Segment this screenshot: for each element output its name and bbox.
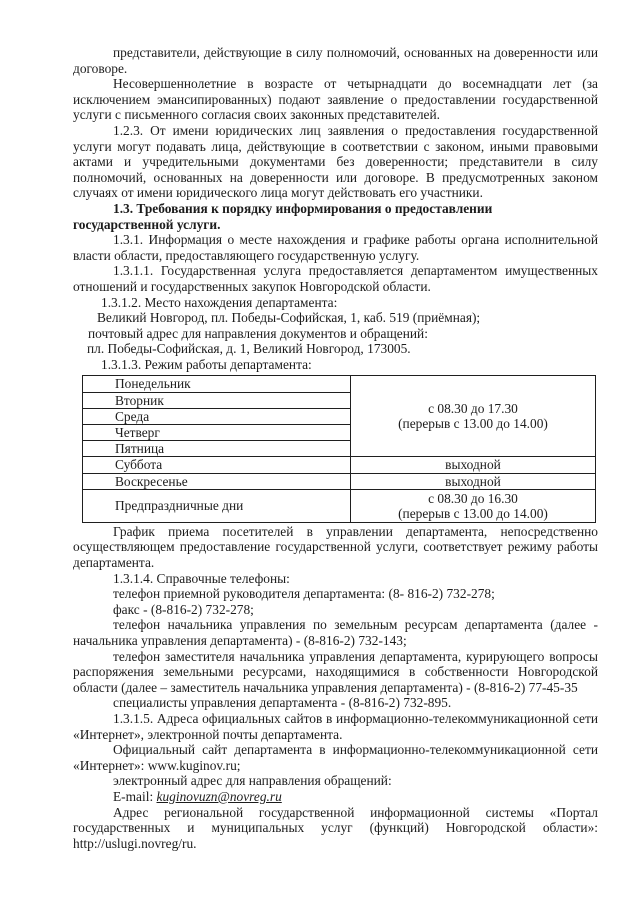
table-row-sunday [83,473,596,489]
day-cell-preholiday: Предпраздничные дни [83,489,351,522]
sunday-status-cell: выходной [351,473,596,489]
day-cell-friday: Пятница [83,441,351,457]
day-cell-monday: Понедельник [83,376,351,392]
weekday-break-text: (перерыв с 13.00 до 14.00) [398,416,548,432]
day-cell-wednesday: Среда [83,408,351,424]
address-mail-label: почтовый адрес для направления документов и обращений: [88,325,428,341]
table-row-saturday [83,457,596,473]
address-mail: пл. Победы-Софийская, д. 1, Великий Новгород, 173005. [87,341,411,357]
day-cell-thursday: Четверг [83,425,351,441]
portal-address-line: Адрес региональной государственной информационной системы «Портал государственных и муниципальных услуг (функций) Новгородской области»: http://uslugi.novreg/ru. [73,804,598,851]
day-cell-saturday: Суббота [83,457,351,473]
section-heading-line2: государственной услуги. [73,216,221,232]
email-prefix: E-mail: [113,788,157,804]
weekday-hours-cell [351,376,596,457]
paragraph-1-3-1: 1.3.1. Информация о месте нахождения и графике работы органа исполнительной власти области, предоставляющего государственную услугу. [73,232,598,263]
email-link[interactable]: kuginovuzn@novreg.ru [156,788,282,804]
phone-reception-line: телефон приемной руководителя департамента: (8- 816-2) 732-278; [113,586,495,602]
day-cell-tuesday: Вторник [83,392,351,408]
phone-head-line: телефон начальника управления по земельным ресурсам департамента (далее - начальника управления департамента) - (8-816-2) 732-143; [73,617,598,649]
paragraph-schedule-note: График приема посетителей в управлении департамента, непосредственно осуществляющем предоставление государственной услуги, соответствует режиму работы департамента. [73,523,598,571]
phone-fax-line: факс - (8-816-2) 732-278; [113,601,254,617]
paragraph-1-3-1-5: 1.3.1.5. Адреса официальных сайтов в информационно-телекоммуникационной сети «Интернет», электронной почты департамента. [73,711,598,742]
phone-deputy-line: телефон заместителя начальника управления департамента, курирующего вопросы распоряжения земельными ресурсами, находящимися в собственности Новгородской области (далее – заместитель начальника управления департамента) - (8-816-2) 77-45-35 [73,648,598,695]
work-schedule-table [82,375,596,522]
paragraph-1-3-1-2: 1.3.1.2. Место нахождения департамента: [101,294,338,310]
section-heading-line1: 1.3. Требования к порядку информирования о предоставлении [113,200,493,216]
email-label-line: электронный адрес для направления обращений: [113,773,392,789]
paragraph-1-2-3: 1.2.3. От имени юридических лиц заявления о предоставления государственной услуги могут подавать лица, действующие в соответствии с законом, иными правовыми актами и учредительными документами без доверенности; представители в силу полномочий, основанных на доверенности или договоре. В предусмотренных законом случаях от имени юридического лица могут действовать его участники. [73,122,598,201]
saturday-status-cell: выходной [351,457,596,473]
section-heading-1-3 [73,201,598,232]
table-row-preholiday [83,489,596,522]
preholiday-hours-cell [351,489,596,522]
preholiday-break-text: (перерыв с 13.00 до 14.00) [398,505,548,521]
paragraph-1-3-1-3: 1.3.1.3. Режим работы департамента: [101,356,312,372]
paragraph-1-3-1-1: 1.3.1.1. Государственная услуга предоставляется департаментом имущественных отношений и государственных закупок Новгородской области. [73,263,598,294]
official-site-line: Официальный сайт департамента в информационно-телекоммуникационной сети «Интернет»: www.kuginov.ru; [73,742,598,773]
preholiday-hours-text: с 08.30 до 16.30 [428,490,518,506]
weekday-hours-text: с 08.30 до 17.30 [428,401,518,417]
day-cell-sunday: Воскресенье [83,473,351,489]
paragraph-minors: Несовершеннолетние в возрасте от четырнадцати до восемнадцати лет (за исключением эмансипированных) подают заявление о предоставлении государственной услуги с письменного согласия своих законных представителей. [73,76,598,123]
address-visiting: Великий Новгород, пл. Победы-Софийская, 1, каб. 519 (приёмная); [97,310,481,326]
phone-specialists-line: специалисты управления департамента - (8-816-2) 732-895. [113,695,452,711]
email-line [73,789,598,805]
table-row-monday [83,376,596,392]
paragraph-continuation: представители, действующие в силу полномочий, основанных на доверенности или договоре. [73,45,598,76]
paragraph-1-3-1-4: 1.3.1.4. Справочные телефоны: [113,570,290,586]
